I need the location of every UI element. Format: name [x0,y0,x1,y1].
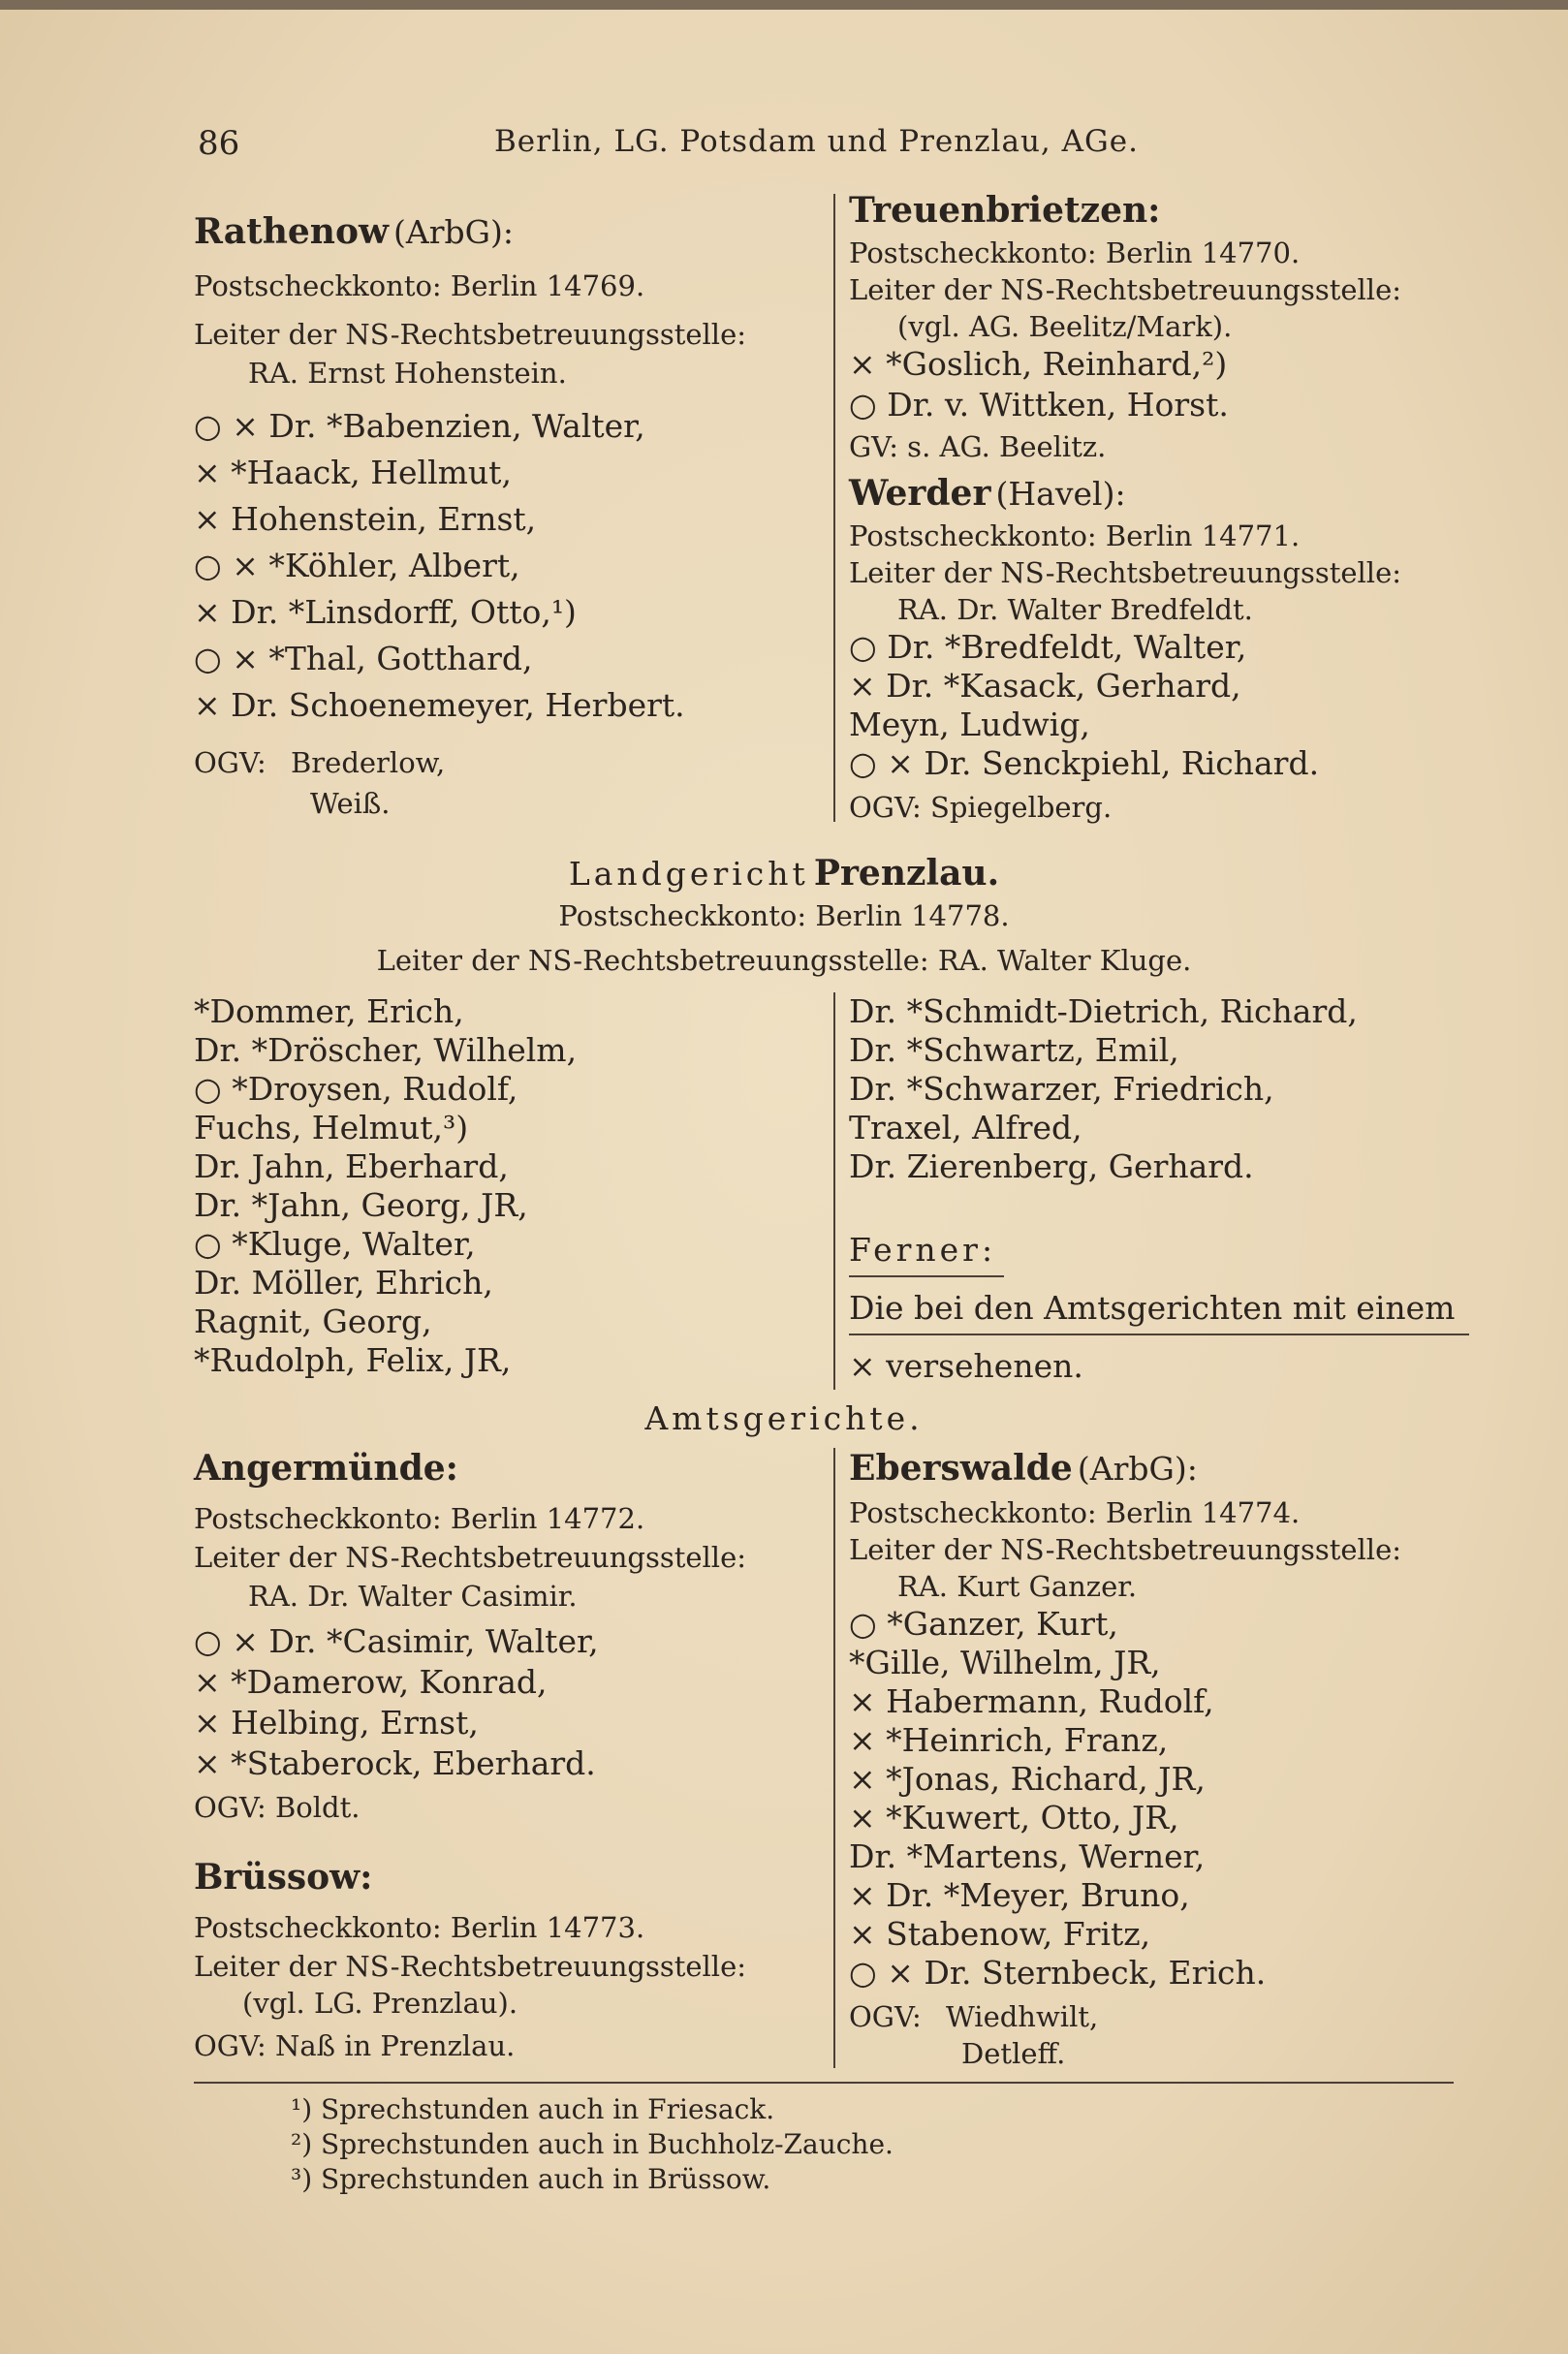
list-item: Traxel, Alfred, [849,1109,1082,1146]
list-item: Dr. *Schmidt-Dietrich, Richard, [849,992,1358,1030]
list-item: × Hohenstein, Ernst, [194,500,537,538]
ferner-rule [849,1334,1469,1335]
list-item: × *Jonas, Richard, JR, [849,1760,1206,1798]
list-item: Dr. Jahn, Eberhard, [194,1147,509,1185]
treuenbrietzen-postscheck: Postscheckkonto: Berlin 14770. [849,236,1301,269]
list-item: × Stabenow, Fritz, [849,1915,1151,1953]
treuenbrietzen-leiter-label: Leiter der NS-Rechtsbetreuungsstelle: [849,273,1402,306]
angermuende-leiter-label: Leiter der NS-Rechtsbetreuungsstelle: [194,1541,747,1574]
werder-heading: Werder (Havel): [849,473,1126,514]
landgericht-leiter: Leiter der NS-Rechtsbetreuungsstelle: RA. Walter Kluge. [376,944,1192,977]
footnote-rule [194,2082,1454,2084]
list-item: × Dr. *Linsdorff, Otto,¹) [194,593,577,631]
list-item: × Helbing, Ernst, [194,1704,479,1742]
footnote: ¹) Sprechstunden auch in Friesack. [291,2093,775,2125]
ferner-label: Ferner: [849,1231,997,1269]
eberswalde-leiter-label: Leiter der NS-Rechtsbetreuungsstelle: [849,1533,1402,1566]
column-divider-top [833,194,835,822]
list-item: × *Staberock, Eberhard. [194,1744,596,1782]
rathenow-leiter-label: Leiter der NS-Rechtsbetreuungsstelle: [194,318,747,351]
bruessow-heading: Brüssow: [194,1857,373,1898]
bruessow-ogv: OGV: Naß in Prenzlau. [194,2029,516,2062]
rathenow-ogv-2: Weiß. [310,787,391,820]
ferner-text-1: Die bei den Amtsgerichten mit einem [849,1289,1456,1327]
page-header [194,124,1463,163]
list-item: × *Kuwert, Otto, JR, [849,1799,1179,1836]
rathenow-ogv-1: Brederlow, [291,746,446,779]
list-item: ○ × *Thal, Gotthard, [194,640,533,677]
rathenow-heading: Rathenow (ArbG): [194,211,515,252]
list-item: Dr. Zierenberg, Gerhard. [849,1147,1254,1185]
list-item: × *Goslich, Reinhard,²) [849,345,1228,383]
angermuende-postscheck: Postscheckkonto: Berlin 14772. [194,1502,645,1535]
list-item: × Habermann, Rudolf, [849,1682,1214,1720]
list-item: ○ Dr. v. Wittken, Horst. [849,386,1229,424]
top-edge [0,0,1568,10]
list-item: Dr. *Schwartz, Emil, [849,1031,1179,1069]
werder-leiter-label: Leiter der NS-Rechtsbetreuungsstelle: [849,556,1402,589]
column-divider-bottom [833,1448,835,2068]
landgericht-postscheck: Postscheckkonto: Berlin 14778. [558,899,1010,932]
ferner-underline [849,1275,1004,1277]
rathenow-leiter-name: RA. Ernst Hohenstein. [248,357,567,390]
eberswalde-postscheck: Postscheckkonto: Berlin 14774. [849,1496,1301,1529]
list-item: ○ *Ganzer, Kurt, [849,1605,1118,1643]
treuenbrietzen-leiter-name: (vgl. AG. Beelitz/Mark). [897,310,1233,343]
list-item: Dr. *Schwarzer, Friedrich, [849,1070,1274,1108]
eberswalde-leiter-name: RA. Kurt Ganzer. [897,1570,1138,1603]
list-item: ○ × Dr. Sternbeck, Erich. [849,1954,1267,1992]
eberswalde-ogv-2: Detleff. [961,2037,1066,2070]
rathenow-postscheck: Postscheckkonto: Berlin 14769. [194,269,645,302]
list-item: ○ × *Köhler, Albert, [194,547,520,584]
list-item: *Dommer, Erich, [194,992,464,1030]
werder-leiter-name: RA. Dr. Walter Bredfeldt. [897,593,1253,626]
footnote: ²) Sprechstunden auch in Buchholz-Zauche. [291,2128,894,2160]
eberswalde-ogv-label: OGV: [849,2000,922,2033]
list-item: Fuchs, Helmut,³) [194,1109,469,1146]
list-item: *Rudolph, Felix, JR, [194,1341,512,1379]
eberswalde-heading: Eberswalde (ArbG): [849,1448,1198,1489]
list-item: Meyn, Ludwig, [849,706,1090,743]
list-item: *Gille, Wilhelm, JR, [849,1644,1161,1681]
list-item: × Dr. *Meyer, Bruno, [849,1876,1190,1914]
werder-postscheck: Postscheckkonto: Berlin 14771. [849,519,1301,552]
list-item: Dr. *Dröscher, Wilhelm, [194,1031,578,1069]
list-item: × *Haack, Hellmut, [194,454,512,491]
list-item: ○ × Dr. *Babenzien, Walter, [194,407,645,445]
list-item: ○ *Kluge, Walter, [194,1225,476,1263]
werder-ogv: OGV: Spiegelberg. [849,791,1113,824]
list-item: Ragnit, Georg, [194,1303,432,1340]
list-item: × Dr. *Kasack, Gerhard, [849,667,1241,705]
bruessow-leiter-name: (vgl. LG. Prenzlau). [242,1987,518,2020]
footnote: ³) Sprechstunden auch in Brüssow. [291,2163,771,2195]
list-item: × *Heinrich, Franz, [849,1721,1169,1759]
running-title: Berlin, LG. Potsdam und Prenzlau, AGe. [494,124,1139,159]
angermuende-leiter-name: RA. Dr. Walter Casimir. [248,1580,578,1613]
bruessow-leiter-label: Leiter der NS-Rechtsbetreuungsstelle: [194,1950,747,1983]
page-number: 86 [198,124,240,163]
list-item: ○ × Dr. Senckpiehl, Richard. [849,744,1320,782]
list-item: ○ Dr. *Bredfeldt, Walter, [849,628,1247,666]
landgericht-title: Landgericht Prenzlau. [568,853,1000,894]
list-item: ○ × Dr. *Casimir, Walter, [194,1622,599,1660]
column-divider-middle [833,992,835,1390]
treuenbrietzen-heading: Treuenbrietzen: [849,190,1161,231]
list-item: ○ *Droysen, Rudolf, [194,1070,518,1108]
list-item: × Dr. Schoenemeyer, Herbert. [194,686,685,724]
list-item: Dr. Möller, Ehrich, [194,1264,493,1302]
angermuende-heading: Angermünde: [194,1448,458,1489]
list-item: Dr. *Martens, Werner, [849,1837,1206,1875]
ferner-text-2: × versehenen. [849,1347,1083,1385]
eberswalde-ogv-1: Wiedhwilt, [946,2000,1099,2033]
rathenow-ogv-label: OGV: [194,746,267,779]
list-item: Dr. *Jahn, Georg, JR, [194,1186,528,1224]
angermuende-ogv: OGV: Boldt. [194,1791,361,1824]
bruessow-postscheck: Postscheckkonto: Berlin 14773. [194,1911,645,1944]
treuenbrietzen-gv: GV: s. AG. Beelitz. [849,430,1107,463]
amtsgerichte-title: Amtsgerichte. [644,1399,924,1437]
list-item: × *Damerow, Konrad, [194,1663,548,1701]
